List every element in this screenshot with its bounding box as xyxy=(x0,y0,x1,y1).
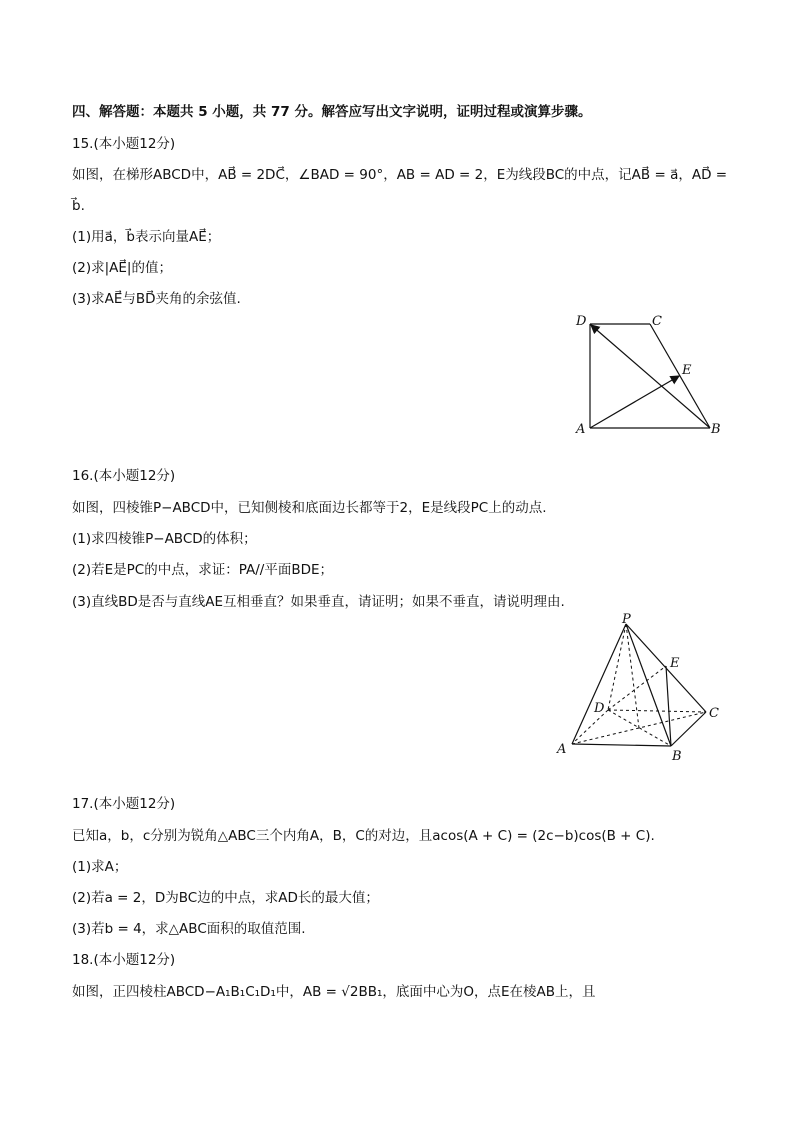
problem-18-stem: 如图，正四棱柱ABCD−A₁B₁C₁D₁中，AB = √2BB₁，底面中心为O，点E在棱AB上，且 xyxy=(72,984,596,1000)
label-C: C xyxy=(652,314,662,329)
label-E: E xyxy=(682,363,692,378)
label-C: C xyxy=(709,706,719,721)
label-B: B xyxy=(672,749,682,764)
pyramid-figure xyxy=(552,612,732,764)
edge-AB xyxy=(572,744,671,746)
edge-PB xyxy=(626,624,671,746)
problem-15-part-2: (2)求|AE⃗|的值； xyxy=(72,260,172,276)
problem-17-part-1: (1)求A； xyxy=(72,859,128,875)
segment-DE xyxy=(608,666,666,710)
label-B: B xyxy=(711,422,721,437)
edge-PD xyxy=(608,624,626,710)
problem-16-stem: 如图，四棱锥P−ABCD中，已知侧棱和底面边长都等于2，E是线段PC上的动点. xyxy=(72,500,547,516)
label-D: D xyxy=(594,701,605,716)
trapezoid-figure xyxy=(570,308,730,440)
problem-15-stem-cont: b⃗. xyxy=(72,198,85,214)
vector-BD xyxy=(591,325,710,428)
label-D: D xyxy=(576,314,587,329)
label-A: A xyxy=(576,422,586,437)
problem-17-stem: 已知a，b，c分别为锐角△ABC三个内角A，B，C的对边，且acos(A + C) = (2c−b)cos(B + C). xyxy=(72,828,655,844)
problem-17-part-3: (3)若b = 4，求△ABC面积的取值范围. xyxy=(72,921,306,937)
edge-PA xyxy=(572,624,626,744)
problem-15-stem: 如图，在梯形ABCD中，AB⃗ = 2DC⃗，∠BAD = 90°，AB = AD = 2，E为线段BC的中点，记AB⃗ = a⃗，AD⃗ = xyxy=(72,167,728,183)
problem-18-header: 18.(本小题12分) xyxy=(72,952,176,968)
edge-CB xyxy=(650,324,710,428)
problem-17-part-2: (2)若a = 2，D为BC边的中点，求AD长的最大值； xyxy=(72,890,379,906)
problem-16-header: 16.(本小题12分) xyxy=(72,468,176,484)
problem-16-part-1: (1)求四棱锥P−ABCD的体积； xyxy=(72,531,257,547)
vector-AE xyxy=(590,376,679,428)
pyramid-height xyxy=(626,624,639,728)
section-heading: 四、解答题：本题共 5 小题，共 77 分。解答应写出文字说明，证明过程或演算步骤。 xyxy=(72,104,592,120)
problem-16-part-3: (3)直线BD是否与直线AE互相垂直？如果垂直，请证明；如果不垂直，请说明理由. xyxy=(72,594,565,610)
label-P: P xyxy=(622,612,631,627)
segment-DB xyxy=(608,710,671,746)
problem-15-part-1: (1)用a⃗，b⃗表示向量AE⃗； xyxy=(72,229,221,245)
label-A: A xyxy=(557,742,567,757)
problem-15-header: 15.(本小题12分) xyxy=(72,136,176,152)
label-E: E xyxy=(670,656,680,671)
problem-16-part-2: (2)若E是PC的中点，求证：PA//平面BDE； xyxy=(72,562,334,578)
problem-15-part-3: (3)求AE⃗与BD⃗夹角的余弦值. xyxy=(72,291,241,307)
problem-17-header: 17.(本小题12分) xyxy=(72,796,176,812)
edge-BC xyxy=(671,712,706,746)
edge-DC xyxy=(608,710,706,712)
